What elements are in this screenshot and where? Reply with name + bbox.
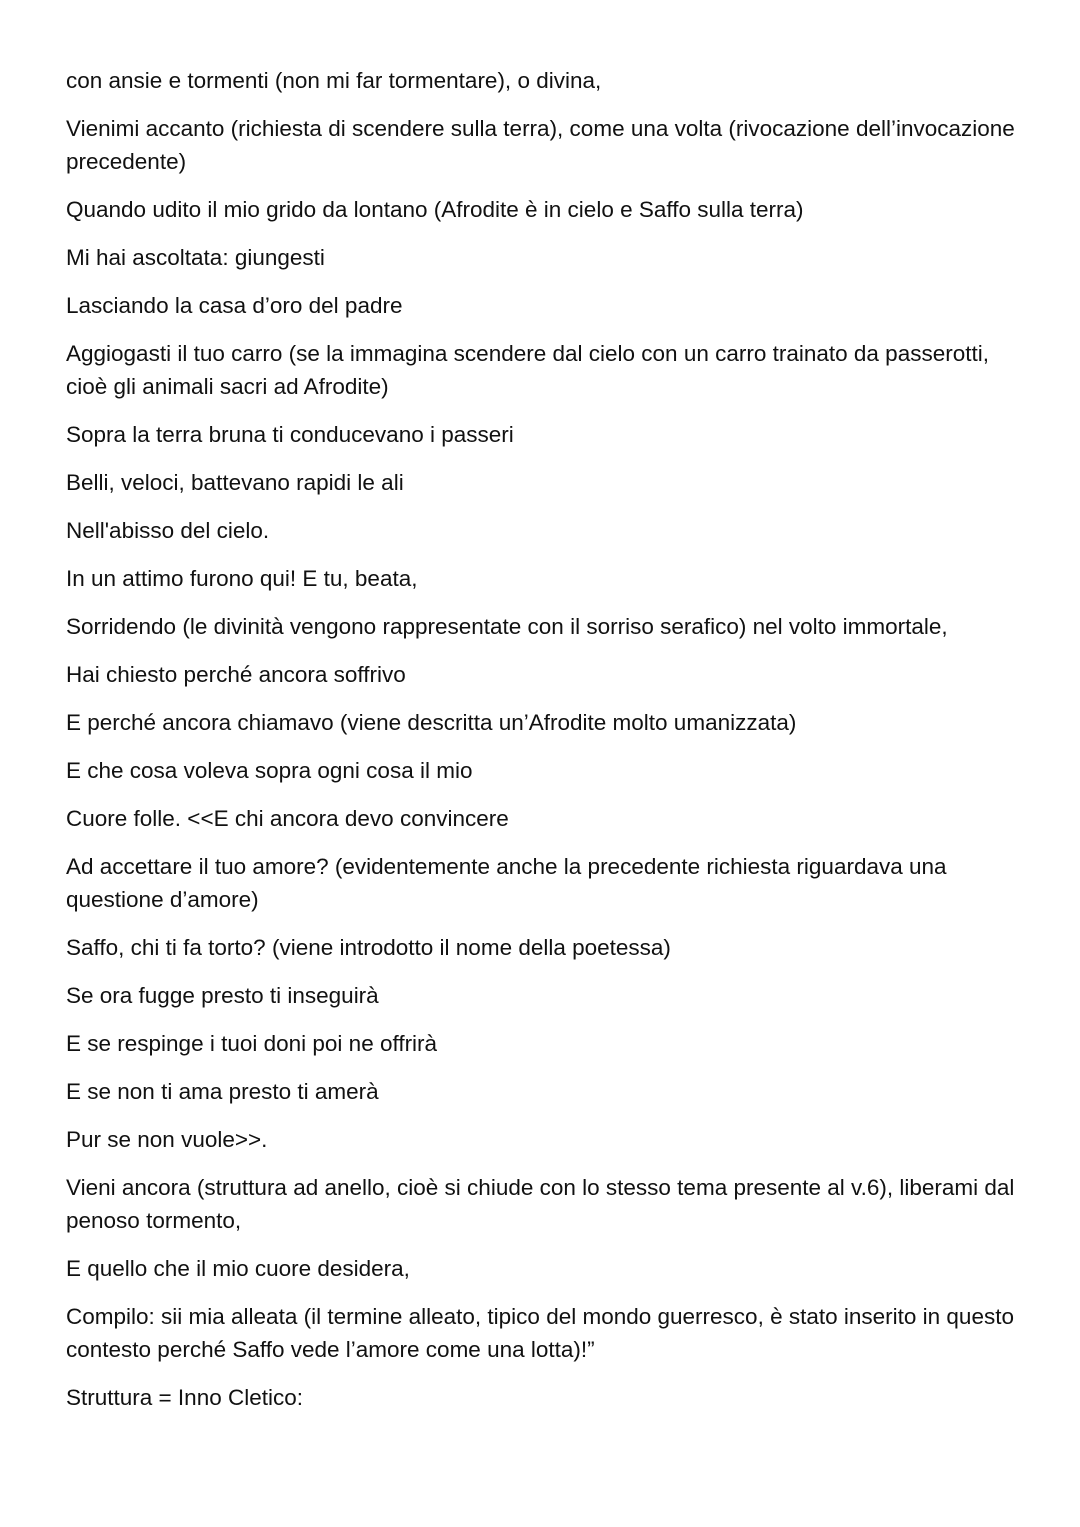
structure-heading: Struttura = Inno Cletico:: [66, 1385, 303, 1410]
poem-line-2: Vienimi accanto (richiesta di scendere sulla terra), come una volta (rivocazione dell’invocazione precedente): [66, 116, 1015, 174]
poem-line-14: E che cosa voleva sopra ogni cosa il mio: [66, 758, 473, 783]
poem-line-20: E se non ti ama presto ti amerà: [66, 1079, 379, 1104]
poem-line-21: Pur se non vuole>>.: [66, 1127, 268, 1152]
poem-line-9: Nell'abisso del cielo.: [66, 518, 270, 543]
poem-line-15: Cuore folle. <<E chi ancora devo convincere: [66, 806, 509, 831]
poem-line-22: Vieni ancora (struttura ad anello, cioè si chiude con lo stesso tema presente al v.6), liberami dal penoso tormento,: [66, 1175, 1015, 1233]
poem-line-6: Aggiogasti il tuo carro (se la immagina scendere dal cielo con un carro trainato da passerotti, cioè gli animali sacri ad Afrodite): [66, 341, 989, 399]
poem-line-24: Compilo: sii mia alleata (il termine alleato, tipico del mondo guerresco, è stato inserito in questo contesto perché Saffo vede l’amore come una lotta)!”: [66, 1304, 1014, 1362]
poem-line-8: Belli, veloci, battevano rapidi le ali: [66, 470, 404, 495]
poem-line-1: con ansie e tormenti (non mi far tormentare), o divina,: [66, 68, 602, 93]
poem-line-3: Quando udito il mio grido da lontano (Afrodite è in cielo e Saffo sulla terra): [66, 197, 804, 222]
poem-line-4: Mi hai ascoltata: giungesti: [66, 245, 325, 270]
poem-line-11: Sorridendo (le divinità vengono rappresentate con il sorriso serafico) nel volto immortale,: [66, 614, 948, 639]
poem-line-13: E perché ancora chiamavo (viene descritta un’Afrodite molto umanizzata): [66, 710, 797, 735]
poem-line-7: Sopra la terra bruna ti conducevano i passeri: [66, 422, 514, 447]
poem-line-23: E quello che il mio cuore desidera,: [66, 1256, 410, 1281]
poem-line-12: Hai chiesto perché ancora soffrivo: [66, 662, 406, 687]
poem-line-5: Lasciando la casa d’oro del padre: [66, 293, 403, 318]
poem-line-17: Saffo, chi ti fa torto? (viene introdotto il nome della poetessa): [66, 935, 671, 960]
poem-line-10: In un attimo furono qui! E tu, beata,: [66, 566, 418, 591]
poem-line-16: Ad accettare il tuo amore? (evidentemente anche la precedente richiesta riguardava una questione d’amore): [66, 854, 947, 912]
poem-line-19: E se respinge i tuoi doni poi ne offrirà: [66, 1031, 438, 1056]
document-page: [66, 64, 1026, 1429]
poem-line-18: Se ora fugge presto ti inseguirà: [66, 983, 379, 1008]
